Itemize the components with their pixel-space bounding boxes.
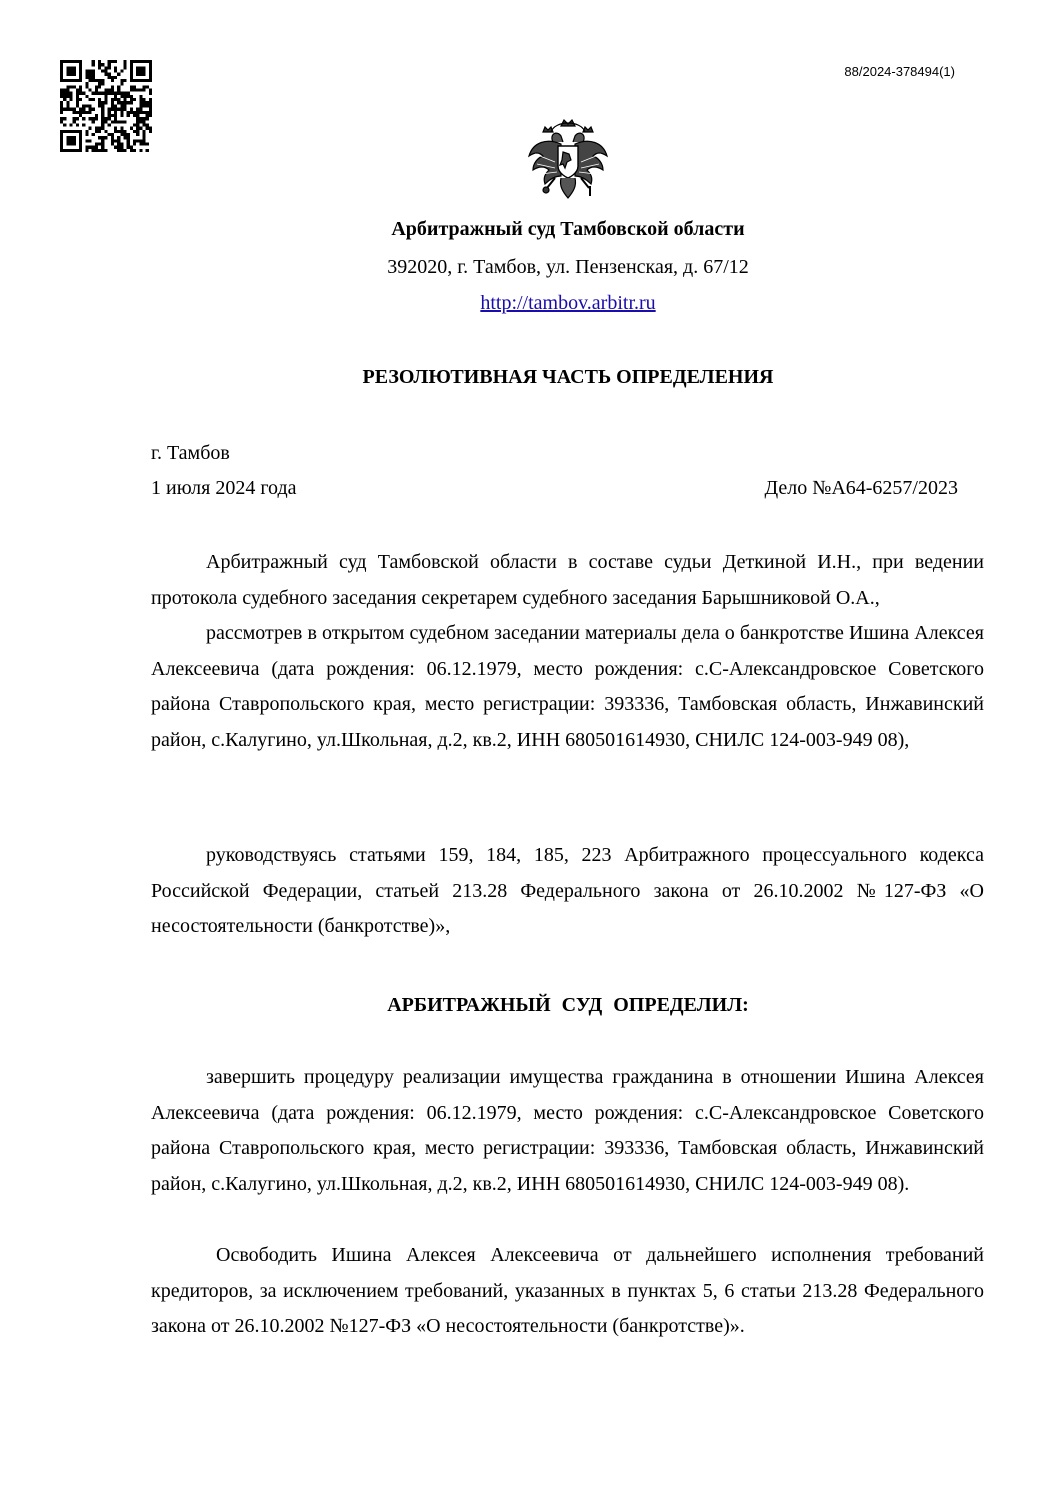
document-id: 88/2024-378494(1) [844, 64, 955, 79]
court-website-line [0, 292, 1061, 315]
court-website-link[interactable]: http://tambov.arbitr.ru [480, 292, 656, 314]
city: г. Тамбов [151, 442, 230, 464]
paragraph-case-review: рассмотрев в открытом судебном заседании материалы дела о банкротстве Ишина Алексея Алексеевича (дата рождения: 06.12.1979, место рождения: с.С-Александровское Советского района Ставропольского края, место регистрации: 393336, Тамбовская область, Инжавинский район, с.Калугино, ул.Школьная, д.2, кв.2, ИНН 680501614930, СНИЛС 124-003-949 08), [151, 622, 984, 751]
paragraph-decision-complete: завершить процедуру реализации имущества гражданина в отношении Ишина Алексея Алексеевича (дата рождения: 06.12.1979, место рождения: с.С-Александровское Советского района Ставропольского края, место регистрации: 393336, Тамбовская область, Инжавинский район, с.Калугино, ул.Школьная, д.2, кв.2, ИНН 680501614930, СНИЛС 124-003-949 08). [151, 1066, 984, 1195]
case-number: Дело №А64-6257/2023 [764, 477, 958, 499]
court-name: Арбитражный суд Тамбовской области [391, 218, 745, 240]
paragraph-legal-basis: руководствуясь статьями 159, 184, 185, 223 Арбитражного процессуального кодекса Российской Федерации, статьей 213.28 Федерального закона от 26.10.2002 №127-ФЗ «О несостоятельности (банкротстве)», [151, 844, 984, 937]
court-address: 392020, г. Тамбов, ул. Пензенская, д. 67/12 [387, 256, 749, 278]
document-title: РЕЗОЛЮТИВНАЯ ЧАСТЬ ОПРЕДЕЛЕНИЯ [362, 366, 774, 388]
qr-code-icon [60, 60, 152, 152]
decision-heading: АРБИТРАЖНЫЙ СУД ОПРЕДЕЛИЛ: [387, 994, 749, 1016]
paragraph-court-composition: Арбитражный суд Тамбовской области в составе судьи Деткиной И.Н., при ведении протокола судебного заседания секретарем судебного заседания Барышниковой О.А., [151, 551, 984, 609]
russian-coat-of-arms-emblem [525, 112, 611, 206]
paragraph-decision-release: Освободить Ишина Алексея Алексеевича от дальнейшего исполнения требований кредиторов, за исключением требований, указанных в пунктах 5, 6 статьи 213.28 Федерального закона от 26.10.2002 №127-ФЗ «О несостоятельности (банкротстве)». [151, 1244, 984, 1337]
document-date: 1 июля 2024 года [151, 477, 297, 499]
